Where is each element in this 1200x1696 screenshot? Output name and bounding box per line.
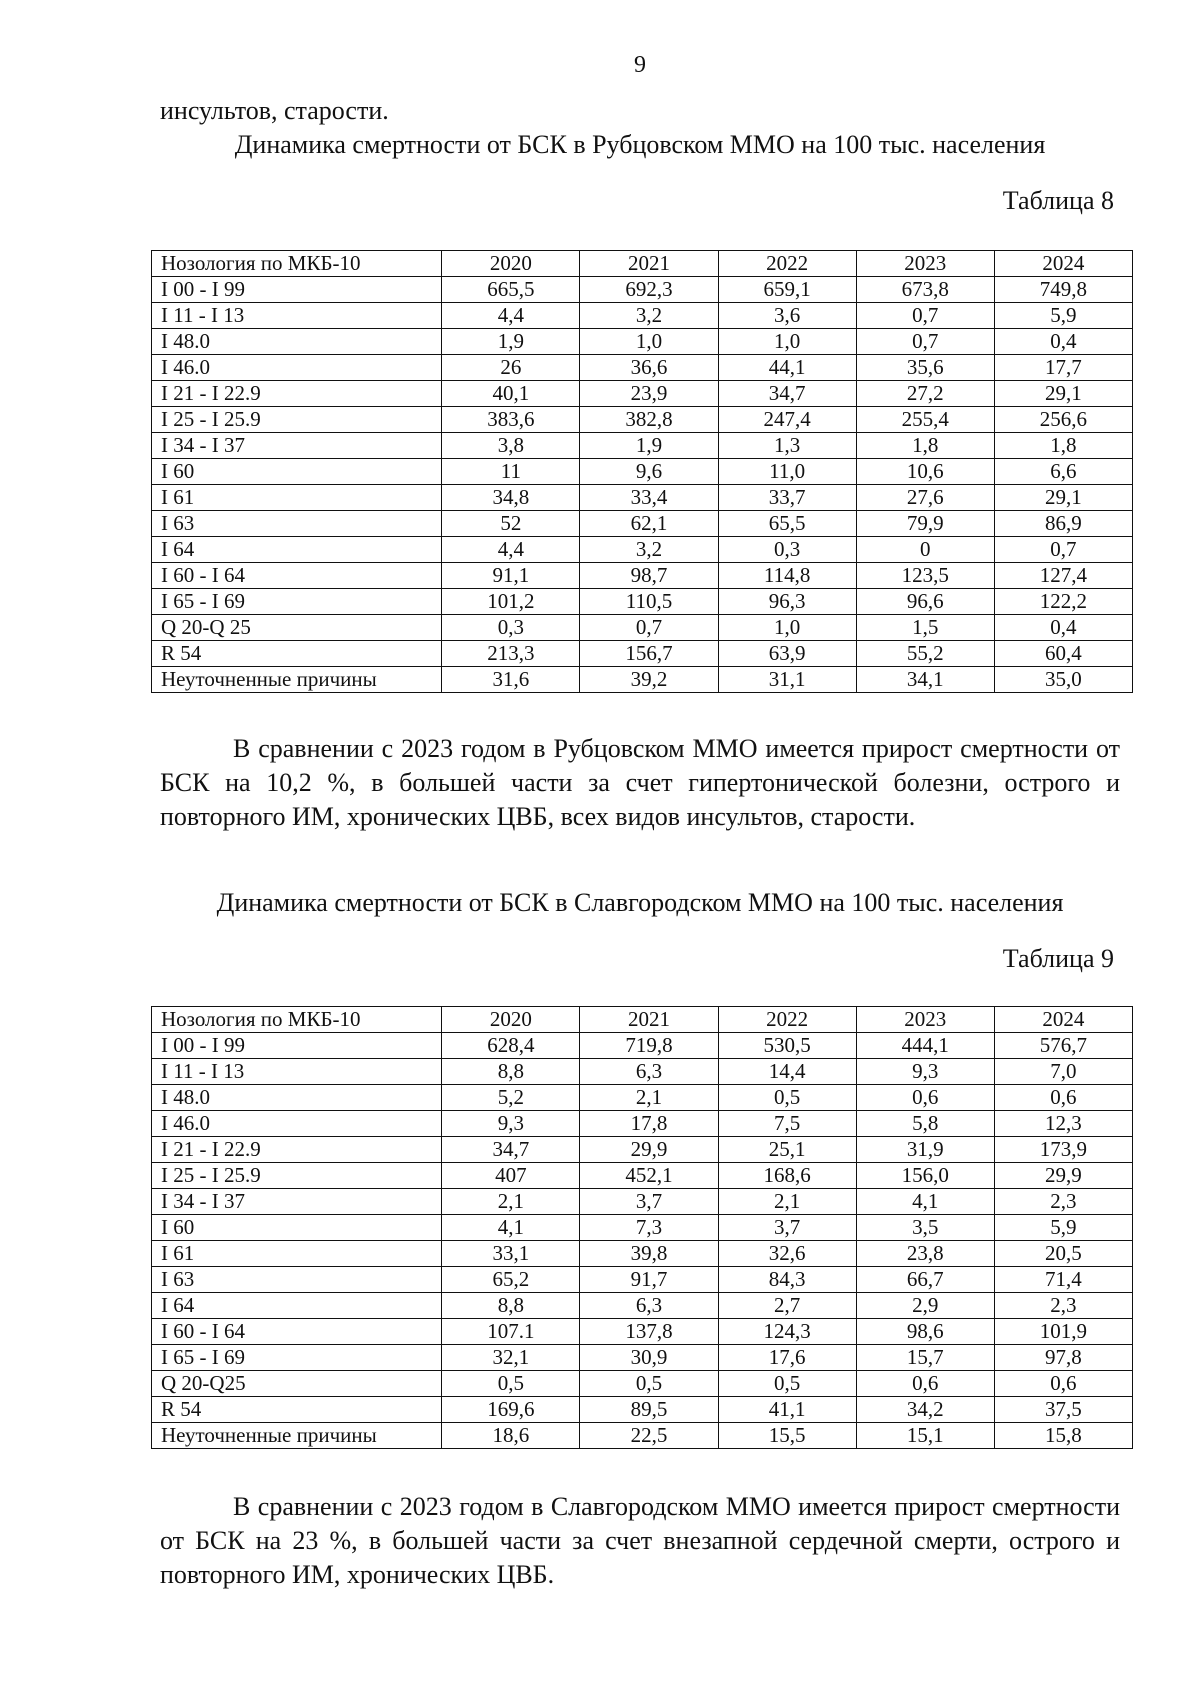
table-cell: 114,8 (718, 563, 856, 589)
table-cell: 98,7 (580, 563, 718, 589)
row-label: I 60 (152, 1215, 442, 1241)
table-cell: 0,3 (718, 537, 856, 563)
table-cell: 3,7 (718, 1215, 856, 1241)
table-cell: 35,6 (856, 355, 994, 381)
table-cell: 0,4 (994, 615, 1132, 641)
table-cell: 692,3 (580, 277, 718, 303)
table-row (152, 355, 1133, 381)
row-label: I 46.0 (152, 355, 442, 381)
table-cell: 4,4 (442, 537, 580, 563)
table-cell: 169,6 (442, 1397, 580, 1423)
table-cell: 0,6 (994, 1085, 1132, 1111)
row-label: I 65 - I 69 (152, 589, 442, 615)
table-cell: 34,2 (856, 1397, 994, 1423)
table-row (152, 1163, 1133, 1189)
continuation-text: инсультов, старости. (160, 96, 389, 125)
table-cell: 0,7 (856, 329, 994, 355)
table-cell: 124,3 (718, 1319, 856, 1345)
table-cell: 9,3 (442, 1111, 580, 1137)
table-row (152, 1319, 1133, 1345)
table-cell: 1,0 (718, 615, 856, 641)
row-label: Неуточненные причины (152, 1423, 442, 1449)
table-cell: 34,7 (442, 1137, 580, 1163)
column-header-year: 2024 (994, 1007, 1132, 1033)
table-cell: 0,6 (856, 1085, 994, 1111)
table8-body (152, 251, 1133, 693)
table-cell: 26 (442, 355, 580, 381)
table-cell: 7,5 (718, 1111, 856, 1137)
table-cell: 213,3 (442, 641, 580, 667)
column-header-year: 2021 (580, 251, 718, 277)
row-label: I 63 (152, 1267, 442, 1293)
table-header-row (152, 1007, 1133, 1033)
table-cell: 0,7 (994, 537, 1132, 563)
table-row (152, 381, 1133, 407)
table-cell: 6,6 (994, 459, 1132, 485)
table-cell: 659,1 (718, 277, 856, 303)
table-cell: 0,5 (718, 1371, 856, 1397)
table-cell: 0,7 (856, 303, 994, 329)
table-cell: 156,0 (856, 1163, 994, 1189)
table-cell: 3,7 (580, 1189, 718, 1215)
table-row (152, 433, 1133, 459)
table-cell: 5,9 (994, 1215, 1132, 1241)
row-label: I 21 - I 22.9 (152, 381, 442, 407)
table-row (152, 485, 1133, 511)
section2-summary: В сравнении с 2023 годом в Славгородском ММО имеется прирост смертности от БСК на 23 %, в большей части за счет внезапной сердечной смерти, острого и повторного ИМ, хронических ЦВБ. (160, 1492, 1120, 1589)
table-row (152, 1423, 1133, 1449)
table-row (152, 1059, 1133, 1085)
table-cell: 66,7 (856, 1267, 994, 1293)
table-cell: 173,9 (994, 1137, 1132, 1163)
table-row (152, 1293, 1133, 1319)
column-header-year: 2021 (580, 1007, 718, 1033)
table-cell: 137,8 (580, 1319, 718, 1345)
table-cell: 3,2 (580, 537, 718, 563)
table-cell: 749,8 (994, 277, 1132, 303)
row-label: I 61 (152, 1241, 442, 1267)
table-cell: 2,9 (856, 1293, 994, 1319)
table-cell: 11,0 (718, 459, 856, 485)
table-cell: 29,9 (580, 1137, 718, 1163)
table-cell: 0,5 (580, 1371, 718, 1397)
row-label: Q 20-Q 25 (152, 615, 442, 641)
table-cell: 29,1 (994, 485, 1132, 511)
column-header-year: 2024 (994, 251, 1132, 277)
table-cell: 39,8 (580, 1241, 718, 1267)
table-cell: 2,3 (994, 1189, 1132, 1215)
table8-caption: Таблица 8 (1002, 186, 1114, 215)
table-cell: 40,1 (442, 381, 580, 407)
table-row (152, 1215, 1133, 1241)
table-row (152, 329, 1133, 355)
row-label: I 60 - I 64 (152, 563, 442, 589)
table-row (152, 1241, 1133, 1267)
table-cell: 33,7 (718, 485, 856, 511)
row-label: I 64 (152, 1293, 442, 1319)
table-cell: 628,4 (442, 1033, 580, 1059)
table-cell: 444,1 (856, 1033, 994, 1059)
table-row (152, 1267, 1133, 1293)
table-cell: 63,9 (718, 641, 856, 667)
table-cell: 7,3 (580, 1215, 718, 1241)
row-label: I 25 - I 25.9 (152, 1163, 442, 1189)
table-cell: 156,7 (580, 641, 718, 667)
table-row (152, 459, 1133, 485)
table-cell: 30,9 (580, 1345, 718, 1371)
table-cell: 31,1 (718, 667, 856, 693)
table-row (152, 1085, 1133, 1111)
row-label: I 21 - I 22.9 (152, 1137, 442, 1163)
table-cell: 27,2 (856, 381, 994, 407)
table-cell: 530,5 (718, 1033, 856, 1059)
table-cell: 8,8 (442, 1293, 580, 1319)
table-cell: 5,9 (994, 303, 1132, 329)
table-9 (151, 1006, 1133, 1449)
table-cell: 101,9 (994, 1319, 1132, 1345)
table-cell: 17,6 (718, 1345, 856, 1371)
table-header-row (152, 251, 1133, 277)
table-cell: 29,1 (994, 381, 1132, 407)
table-cell: 4,1 (856, 1189, 994, 1215)
table-cell: 3,5 (856, 1215, 994, 1241)
table-cell: 96,6 (856, 589, 994, 615)
table-cell: 256,6 (994, 407, 1132, 433)
table-cell: 52 (442, 511, 580, 537)
table-cell: 33,4 (580, 485, 718, 511)
table-cell: 23,8 (856, 1241, 994, 1267)
row-label: I 63 (152, 511, 442, 537)
table-cell: 1,8 (994, 433, 1132, 459)
table-cell: 31,9 (856, 1137, 994, 1163)
table-cell: 9,6 (580, 459, 718, 485)
table-cell: 18,6 (442, 1423, 580, 1449)
table-cell: 2,1 (580, 1085, 718, 1111)
table-cell: 55,2 (856, 641, 994, 667)
row-label: I 11 - I 13 (152, 1059, 442, 1085)
table-row (152, 1033, 1133, 1059)
table-cell: 15,1 (856, 1423, 994, 1449)
table-cell: 255,4 (856, 407, 994, 433)
table-cell: 9,3 (856, 1059, 994, 1085)
row-label: I 61 (152, 485, 442, 511)
row-label: I 00 - I 99 (152, 277, 442, 303)
page-number: 9 (634, 52, 646, 78)
row-label: I 60 (152, 459, 442, 485)
row-label: I 60 - I 64 (152, 1319, 442, 1345)
table-cell: 665,5 (442, 277, 580, 303)
column-header-year: 2020 (442, 251, 580, 277)
table-cell: 15,5 (718, 1423, 856, 1449)
table-cell: 41,1 (718, 1397, 856, 1423)
table-cell: 79,9 (856, 511, 994, 537)
table9-caption: Таблица 9 (1002, 944, 1114, 973)
table-row (152, 667, 1133, 693)
table-8 (151, 250, 1133, 693)
table-cell: 2,3 (994, 1293, 1132, 1319)
column-header-nosology: Нозология по МКБ-10 (152, 1007, 442, 1033)
table-cell: 33,1 (442, 1241, 580, 1267)
row-label: I 65 - I 69 (152, 1345, 442, 1371)
table-cell: 127,4 (994, 563, 1132, 589)
row-label: I 34 - I 37 (152, 433, 442, 459)
table-cell: 247,4 (718, 407, 856, 433)
table-cell: 0,6 (994, 1371, 1132, 1397)
table-cell: 0,3 (442, 615, 580, 641)
table-cell: 25,1 (718, 1137, 856, 1163)
table-row (152, 589, 1133, 615)
table-cell: 452,1 (580, 1163, 718, 1189)
table-cell: 12,3 (994, 1111, 1132, 1137)
table-cell: 107.1 (442, 1319, 580, 1345)
table-cell: 1,0 (718, 329, 856, 355)
table-cell: 6,3 (580, 1059, 718, 1085)
table-cell: 98,6 (856, 1319, 994, 1345)
column-header-year: 2023 (856, 1007, 994, 1033)
table-cell: 110,5 (580, 589, 718, 615)
table-cell: 383,6 (442, 407, 580, 433)
table-row (152, 1189, 1133, 1215)
table-cell: 31,6 (442, 667, 580, 693)
column-header-year: 2022 (718, 251, 856, 277)
table-cell: 3,2 (580, 303, 718, 329)
table-cell: 3,6 (718, 303, 856, 329)
table-row (152, 303, 1133, 329)
table-cell: 1,9 (580, 433, 718, 459)
column-header-nosology: Нозология по МКБ-10 (152, 251, 442, 277)
column-header-year: 2022 (718, 1007, 856, 1033)
row-label: Q 20-Q25 (152, 1371, 442, 1397)
table-cell: 20,5 (994, 1241, 1132, 1267)
table-cell: 32,6 (718, 1241, 856, 1267)
table-cell: 44,1 (718, 355, 856, 381)
table-cell: 8,8 (442, 1059, 580, 1085)
table-cell: 5,2 (442, 1085, 580, 1111)
table-row (152, 1397, 1133, 1423)
table-cell: 0,5 (442, 1371, 580, 1397)
table-cell: 1,0 (580, 329, 718, 355)
row-label: I 34 - I 37 (152, 1189, 442, 1215)
row-label: I 48.0 (152, 1085, 442, 1111)
table-row (152, 563, 1133, 589)
column-header-year: 2023 (856, 251, 994, 277)
row-label: I 48.0 (152, 329, 442, 355)
section1-summary: В сравнении с 2023 годом в Рубцовском ММО имеется прирост смертности от БСК на 10,2 %, в большей части за счет гипертонической болезни, острого и повторного ИМ, хронических ЦВБ, всех видов инсультов, старости. (160, 734, 1120, 831)
table-row (152, 537, 1133, 563)
table-cell: 84,3 (718, 1267, 856, 1293)
row-label: I 11 - I 13 (152, 303, 442, 329)
table-cell: 0,4 (994, 329, 1132, 355)
row-label: I 00 - I 99 (152, 1033, 442, 1059)
table-cell: 97,8 (994, 1345, 1132, 1371)
table-cell: 36,6 (580, 355, 718, 381)
table-cell: 15,8 (994, 1423, 1132, 1449)
table-cell: 1,8 (856, 433, 994, 459)
table-row (152, 1111, 1133, 1137)
table-cell: 576,7 (994, 1033, 1132, 1059)
table-cell: 17,7 (994, 355, 1132, 381)
row-label: I 64 (152, 537, 442, 563)
table-cell: 673,8 (856, 277, 994, 303)
table-cell: 4,1 (442, 1215, 580, 1241)
table-cell: 23,9 (580, 381, 718, 407)
table-cell: 7,0 (994, 1059, 1132, 1085)
table-cell: 719,8 (580, 1033, 718, 1059)
table-cell: 1,3 (718, 433, 856, 459)
table-cell: 96,3 (718, 589, 856, 615)
table-cell: 65,5 (718, 511, 856, 537)
table-cell: 11 (442, 459, 580, 485)
table-cell: 91,1 (442, 563, 580, 589)
row-label: I 25 - I 25.9 (152, 407, 442, 433)
table-cell: 65,2 (442, 1267, 580, 1293)
table9-body (152, 1007, 1133, 1449)
table-cell: 17,8 (580, 1111, 718, 1137)
table-cell: 3,8 (442, 433, 580, 459)
section1-title: Динамика смертности от БСК в Рубцовском ММО на 100 тыс. населения (234, 130, 1046, 159)
table-cell: 39,2 (580, 667, 718, 693)
table-cell: 71,4 (994, 1267, 1132, 1293)
table-cell: 0 (856, 537, 994, 563)
table-row (152, 511, 1133, 537)
table-cell: 1,9 (442, 329, 580, 355)
table-cell: 0,5 (718, 1085, 856, 1111)
table-cell: 34,8 (442, 485, 580, 511)
table-cell: 2,1 (442, 1189, 580, 1215)
table-cell: 15,7 (856, 1345, 994, 1371)
table-cell: 168,6 (718, 1163, 856, 1189)
table-cell: 62,1 (580, 511, 718, 537)
row-label: R 54 (152, 1397, 442, 1423)
table-cell: 32,1 (442, 1345, 580, 1371)
table-cell: 86,9 (994, 511, 1132, 537)
table-cell: 6,3 (580, 1293, 718, 1319)
table-cell: 37,5 (994, 1397, 1132, 1423)
table-cell: 91,7 (580, 1267, 718, 1293)
table-cell: 122,2 (994, 589, 1132, 615)
table-cell: 1,5 (856, 615, 994, 641)
table-row (152, 615, 1133, 641)
table-row (152, 1345, 1133, 1371)
table-row (152, 277, 1133, 303)
row-label: I 46.0 (152, 1111, 442, 1137)
table-row (152, 1137, 1133, 1163)
table-cell: 27,6 (856, 485, 994, 511)
table-cell: 35,0 (994, 667, 1132, 693)
table-cell: 4,4 (442, 303, 580, 329)
table-cell: 2,1 (718, 1189, 856, 1215)
table-cell: 89,5 (580, 1397, 718, 1423)
table-cell: 0,6 (856, 1371, 994, 1397)
column-header-year: 2020 (442, 1007, 580, 1033)
table-cell: 34,7 (718, 381, 856, 407)
table-cell: 10,6 (856, 459, 994, 485)
table-cell: 101,2 (442, 589, 580, 615)
table-cell: 29,9 (994, 1163, 1132, 1189)
table-cell: 22,5 (580, 1423, 718, 1449)
table-cell: 34,1 (856, 667, 994, 693)
table-cell: 0,7 (580, 615, 718, 641)
section2-title: Динамика смертности от БСК в Славгородском ММО на 100 тыс. населения (216, 888, 1064, 917)
table-cell: 60,4 (994, 641, 1132, 667)
table-cell: 14,4 (718, 1059, 856, 1085)
table-row (152, 641, 1133, 667)
table-row (152, 407, 1133, 433)
table-row (152, 1371, 1133, 1397)
row-label: Неуточненные причины (152, 667, 442, 693)
table-cell: 2,7 (718, 1293, 856, 1319)
table-cell: 382,8 (580, 407, 718, 433)
table-cell: 5,8 (856, 1111, 994, 1137)
table-cell: 407 (442, 1163, 580, 1189)
table-cell: 123,5 (856, 563, 994, 589)
row-label: R 54 (152, 641, 442, 667)
